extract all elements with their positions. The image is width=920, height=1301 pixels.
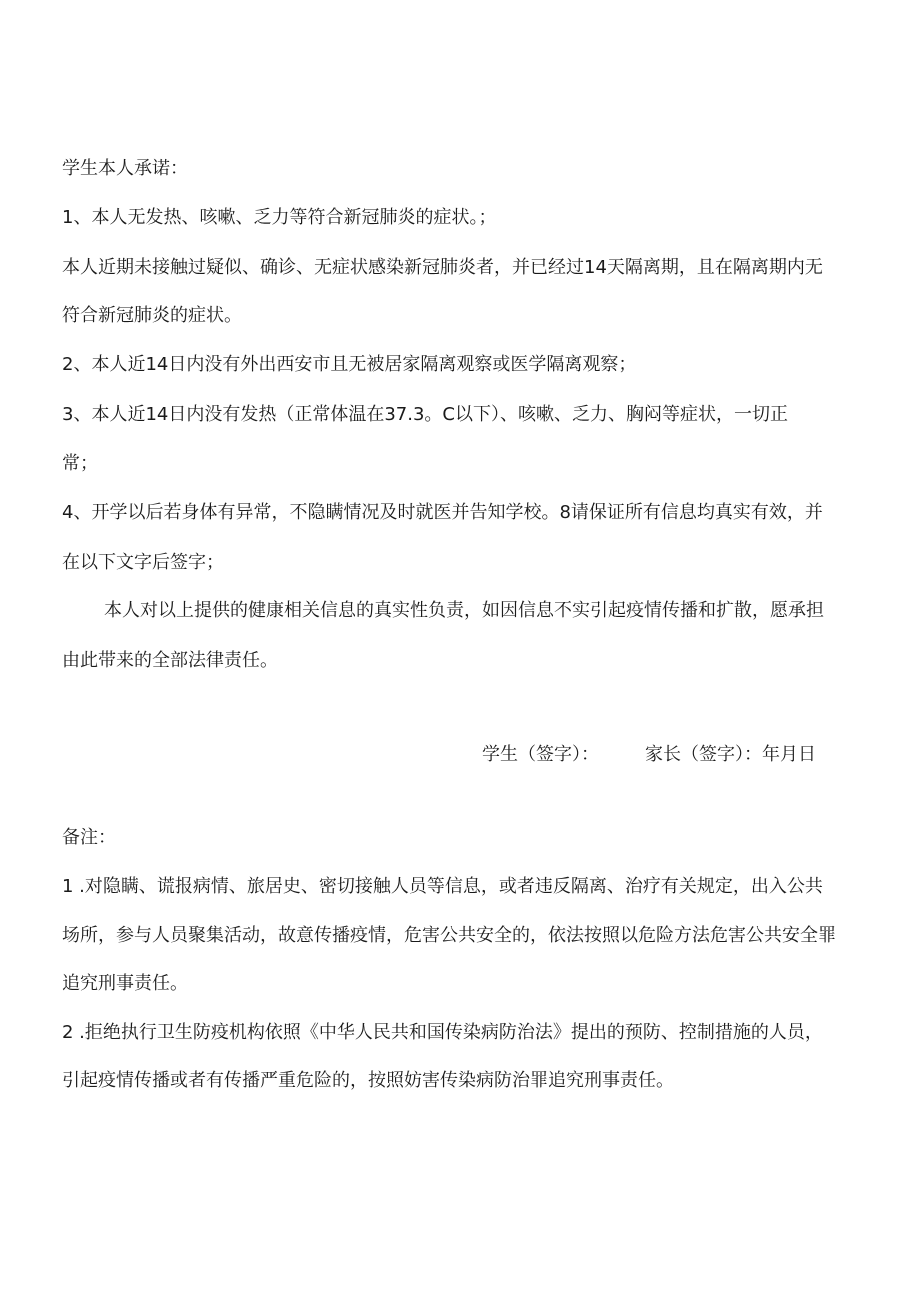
promise-item-3-line-2: 常； (62, 453, 98, 474)
promise-item-1: 1、本人无发热、咳嗽、乏力等符合新冠肺炎的症状。； (62, 207, 497, 228)
promise-heading: 学生本人承诺： (62, 158, 188, 179)
promise-item-4-line-1: 4、开学以后若身体有异常，不隐瞒情况及时就医并告知学校。8请保证所有信息均真实有效，并 (62, 502, 823, 523)
responsibility-statement-line-2: 由此带来的全部法律责任。 (62, 650, 278, 671)
promise-item-4-line-2: 在以下文字后签字； (62, 552, 224, 573)
promise-item-2: 2、本人近14日内没有外出西安市且无被居家隔离观察或医学隔离观察； (62, 354, 637, 375)
promise-item-1-detail-line-1: 本人近期未接触过疑似、确诊、无症状感染新冠肺炎者，并已经过14天隔离期，且在隔离期内无 (62, 257, 823, 278)
promise-item-1-detail-line-2: 符合新冠肺炎的症状。 (62, 305, 242, 326)
promise-item-3-line-1: 3、本人近14日内没有发热（正常体温在37.3。C以下）、咳嗽、乏力、胸闷等症状，一切正 (62, 404, 788, 425)
notes-heading: 备注： (62, 827, 116, 848)
note-2-line-1: 2 .拒绝执行卫生防疫机构依照《中华人民共和国传染病防治法》提出的预防、控制措施的人员， (62, 1022, 823, 1043)
note-1-line-3: 追究刑事责任。 (62, 973, 188, 994)
note-2-line-2: 引起疫情传播或者有传播严重危险的，按照妨害传染病防治罪追究刑事责任。 (62, 1070, 674, 1091)
responsibility-statement-line-1: 本人对以上提供的健康相关信息的真实性负责，如因信息不实引起疫情传播和扩散，愿承担 (104, 600, 824, 621)
parent-signature-date-label: 家长（签字）：年月日 (645, 744, 816, 765)
note-1-line-1: 1 .对隐瞒、谎报病情、旅居史、密切接触人员等信息，或者违反隔离、治疗有关规定，出入公共 (62, 876, 823, 897)
student-signature-label: 学生（签字）： (482, 744, 599, 765)
note-1-line-2: 场所，参与人员聚集活动，故意传播疫情，危害公共安全的，依法按照以危险方法危害公共安全罪 (62, 925, 836, 946)
